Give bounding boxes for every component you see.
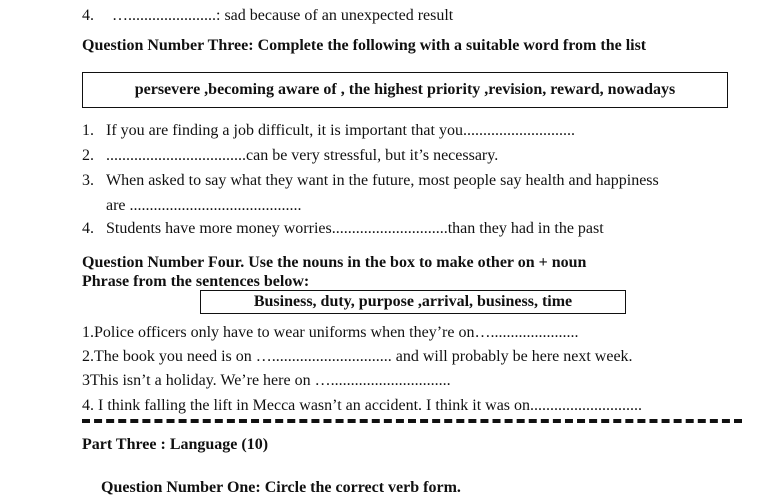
q4-heading-line-2: Phrase from the sentences below: [82, 273, 310, 290]
item-number: 4. [82, 7, 94, 24]
part-three-title: Part Three : Language (10) [82, 436, 269, 453]
item-text: If you are finding a job difficult, it is important that you............................ [106, 122, 575, 139]
q3-item-2 [82, 146, 498, 166]
q3-item-1 [82, 121, 575, 141]
q4-item-3: 3This isn’t a holiday. We’re here on ….............................. [82, 372, 451, 389]
item-text: are ........................................... [106, 197, 302, 214]
item-number: 4. [82, 220, 94, 237]
q3-word-list-box [82, 72, 728, 108]
q3-item-3-continued [82, 196, 302, 216]
q4-word-list-box [200, 290, 626, 314]
q4-heading-line-1: Question Number Four. Use the nouns in the box to make other on + noun [82, 254, 587, 271]
q3-heading: Question Number Three: Complete the following with a suitable word from the list [82, 37, 647, 54]
section-divider [82, 419, 742, 423]
item-text: When asked to say what they want in the future, most people say health and happiness [106, 172, 659, 189]
q3-item-3 [82, 171, 659, 191]
q3-word-list: persevere ,becoming aware of , the highest priority ,revision, reward, nowadays [134, 81, 676, 98]
item-number: 1. [82, 122, 94, 139]
q4-word-list: Business, duty, purpose ,arrival, business, time [253, 293, 573, 310]
item-text: ...................................can be very stressful, but it’s necessary. [106, 147, 499, 164]
q4-item-1: 1.Police officers only have to wear uniforms when they’re on…...................... [82, 324, 579, 341]
item-text: …......................: sad because of an unexpected result [112, 7, 454, 24]
item-text: Students have more money worries.............................than they had in the past [106, 220, 604, 237]
q2-item-4 [82, 6, 453, 26]
item-number: 2. [82, 147, 94, 164]
part-three-q1-heading: Question Number One: Circle the correct verb form. [101, 479, 461, 496]
q4-item-4: 4. I think falling the lift in Mecca wasn’t an accident. I think it was on............................ [82, 397, 643, 414]
q4-item-2: 2.The book you need is on ….............................. and will probably be here next week. [82, 348, 633, 365]
q3-item-4 [82, 219, 604, 239]
item-number: 3. [82, 172, 94, 189]
